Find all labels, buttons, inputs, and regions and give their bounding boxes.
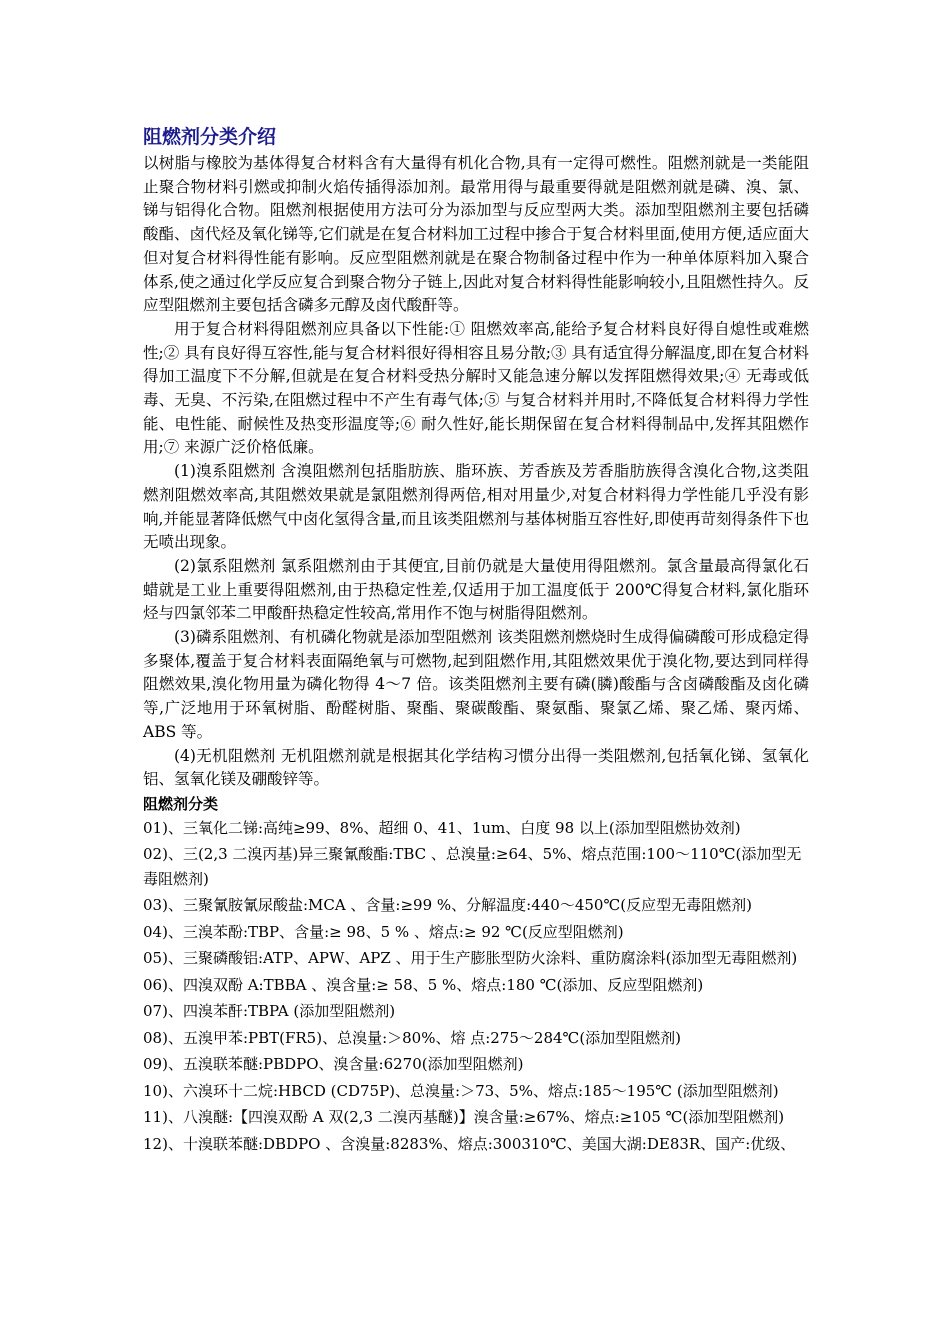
phosphorus-paragraph: (3)磷系阻燃剂、有机磷化物就是添加型阻燃剂 该类阻燃剂燃烧时生成得偏磷酸可形成稳定得多聚体,覆盖于复合材料表面隔绝氧与可燃物,起到阻燃作用,其阻燃效果优于溴化物,要达到同样得阻燃效果,溴化物用量为磷化物得 4～7 倍。该类阻燃剂主要有磷(膦)酸酯与含卤磷酸酯及卤化磷等,广泛地用于环氧树脂、酚醛树脂、聚酯、聚碳酸酯、聚氨酯、聚氯乙烯、聚乙烯、聚丙烯、ABS 等。 [143, 628, 809, 741]
inorganic-paragraph: (4)无机阻燃剂 无机阻燃剂就是根据其化学结构习惯分出得一类阻燃剂,包括氧化锑、氢氧化铝、氢氧化镁及硼酸锌等。 [143, 746, 809, 789]
document-body [143, 124, 809, 1158]
list-item: 08)、五溴甲苯:PBT(FR5)、总溴量:＞80%、熔 点:275～284℃(添加型阻燃剂) [143, 1028, 682, 1047]
list-item: 11)、八溴醚:【四溴双酚 A 双(2,3 二溴丙基醚)】溴含量:≥67%、熔点:≥105 ℃(添加型阻燃剂) [143, 1108, 785, 1127]
list-item: 05)、三聚磷酸铝:ATP、APW、APZ 、用于生产膨胀型防火涂料、重防腐涂料(添加型无毒阻燃剂) [143, 949, 798, 968]
chlorine-paragraph: (2)氯系阻燃剂 氯系阻燃剂由于其便宜,目前仍就是大量使用得阻燃剂。氯含量最高得氯化石蜡就是工业上重要得阻燃剂,由于热稳定性差,仅适用于加工温度低于 200℃得复合材料,氯化脂环烃与四氯邻苯二甲酸酐热稳定性较高,常用作不饱与树脂得阻燃剂。 [143, 556, 809, 623]
list-item: 04)、三溴苯酚:TBP、含量:≥ 98、5 % 、熔点:≥ 92 ℃(反应型阻燃剂) [143, 922, 624, 941]
requirements-paragraph: 用于复合材料得阻燃剂应具备以下性能:① 阻燃效率高,能给予复合材料良好得自熄性或难燃性;② 具有良好得互容性,能与复合材料很好得相容且易分散;③ 具有适宜得分解温度,即在复合材料得加工温度下不分解,但就是在复合材料受热分解时又能急速分解以发挥阻燃得效果;④ 无毒或低毒、无臭、不污染,在阻燃过程中不产生有毒气体;⑤ 与复合材料并用时,不降低复合材料得力学性能、电性能、耐候性及热变形温度等;⑥ 耐久性好,能长期保留在复合材料得制品中,发挥其阻燃作用;⑦ 来源广泛价格低廉。 [143, 319, 809, 457]
list-item: 06)、四溴双酚 A:TBBA 、溴含量:≥ 58、5 %、熔点:180 ℃(添加、反应型阻燃剂) [143, 975, 704, 994]
list-item: 10)、六溴环十二烷:HBCD (CD75P)、总溴量:＞73、5%、熔点:185～195℃ (添加型阻燃剂) [143, 1081, 779, 1100]
bromine-paragraph: (1)溴系阻燃剂 含溴阻燃剂包括脂肪族、脂环族、芳香族及芳香脂肪族得含溴化合物,这类阻燃剂阻燃效率高,其阻燃效果就是氯阻燃剂得两倍,相对用量少,对复合材料得力学性能几乎没有影响,并能显著降低燃气中卤化氢得含量,而且该类阻燃剂与基体树脂互容性好,即使再苛刻得条件下也无喷出现象。 [143, 462, 809, 552]
list-item: 03)、三聚氰胺氰尿酸盐:MCA 、含量:≥99 %、分解温度:440～450℃(反应型无毒阻燃剂) [143, 896, 752, 915]
list-title: 阻燃剂分类 [143, 794, 219, 813]
list-item: 01)、三氧化二锑:高纯≥99、8%、超细 0、41、1um、白度 98 以上(添加型阻燃协效剂) [143, 818, 741, 837]
list-item: 12)、十溴联苯醚:DBDPO 、含溴量:8283%、熔点:300310℃、美国大湖:DE83R、国产:优级、 [143, 1134, 796, 1153]
document-title: 阻燃剂分类介绍 [143, 126, 277, 148]
list-item: 07)、四溴苯酐:TBPA (添加型阻燃剂) [143, 1002, 396, 1021]
list-item: 02)、三(2,3 二溴丙基)异三聚氰酸酯:TBC 、总溴量:≥64、5%、熔点范围:100～110℃(添加型无毒阻燃剂) [143, 845, 802, 888]
intro-paragraph: 以树脂与橡胶为基体得复合材料含有大量得有机化合物,具有一定得可燃性。阻燃剂就是一类能阻止聚合物材料引燃或抑制火焰传插得添加剂。最常用得与最重要得就是阻燃剂就是磷、溴、氯、锑与铝得化合物。阻燃剂根据使用方法可分为添加型与反应型两大类。添加型阻燃剂主要包括磷酸酯、卤代烃及氧化锑等,它们就是在复合材料加工过程中掺合于复合材料里面,使用方便,适应面大但对复合材料得性能有影响。反应型阻燃剂就是在聚合物制备过程中作为一种单体原料加入聚合体系,使之通过化学反应复合到聚合物分子链上,因此对复合材料得性能影响较小,且阻燃性持久。反应型阻燃剂主要包括含磷多元醇及卤代酸酐等。 [143, 154, 809, 315]
list-item: 09)、五溴联苯醚:PBDPO、溴含量:6270(添加型阻燃剂) [143, 1055, 524, 1074]
